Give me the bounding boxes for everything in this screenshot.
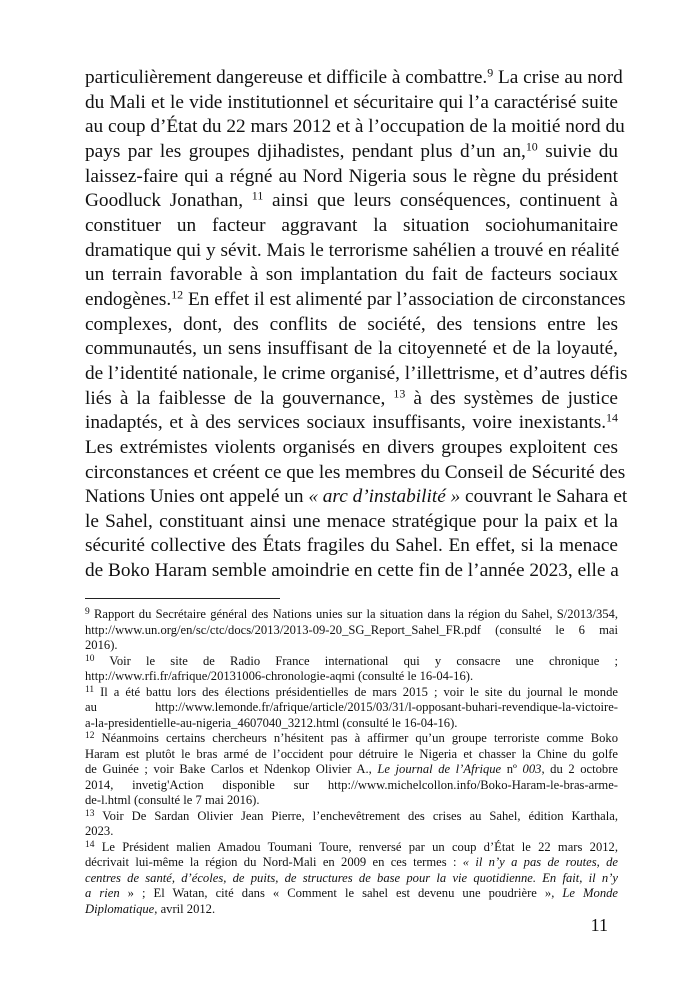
text-run: de Boko Haram semble amoindrie en cette fin de l’année 2023, elle a	[85, 560, 619, 582]
body-line	[85, 189, 618, 214]
text-run: La crise au nord	[493, 67, 623, 88]
text-run: Goodluck Jonathan,	[85, 190, 252, 212]
body-line	[85, 313, 618, 338]
text-run: En effet il est alimenté par l’association de circonstances	[183, 288, 626, 310]
body-line	[85, 239, 618, 264]
footnote-reference: 14	[606, 410, 618, 425]
footnote-line	[85, 840, 618, 856]
italic-text: Le journal de l’Afrique	[377, 762, 502, 776]
text-run: de l’identité nationale, le crime organisé, l’illettrisme, et d’autres défis	[85, 362, 628, 384]
text-run: complexes, dont, des conflits de société, des tensions entre les	[85, 313, 618, 335]
text-run: Voir De Sardan Olivier Jean Pierre, l’enchevêtrement des crises au Sahel, édition Karthala,	[94, 808, 618, 823]
text-run: un terrain favorable à son implantation du fait de facteurs sociaux	[85, 264, 618, 286]
footnote-line	[85, 902, 618, 918]
text-run: couvrant le Sahara et	[460, 486, 628, 508]
italic-text: « arc d’instabilité »	[308, 486, 461, 508]
text-run: Le Président malien Amadou Toumani Toure, renversé par un coup d’État le 22 mars 2012,	[94, 839, 618, 854]
italic-text: « il n’y a pas de routes, de	[462, 855, 619, 869]
body-line	[85, 91, 618, 116]
footnote-reference: 10	[525, 139, 538, 154]
text-run: constituer un facteur aggravant la situation sociohumanitaire	[85, 214, 618, 236]
footnote-reference: 9	[85, 607, 90, 618]
body-line	[85, 115, 625, 140]
text-run: Rapport du Secrétaire général des Nations unies sur la situation dans la région du Sahel, S/2013/354,	[89, 607, 618, 621]
footnote-line	[85, 700, 618, 716]
footnote-line	[85, 685, 618, 701]
footnote-line	[85, 778, 618, 794]
body-line	[85, 436, 618, 461]
text-run: le Sahel, constituant ainsi une menace stratégique pour la paix et la	[85, 510, 618, 532]
italic-text: Le Monde	[562, 886, 619, 900]
text-run: ainsi que leurs conséquences, continuent à	[263, 190, 618, 212]
text-run: inadaptés, et à des services sociaux insuffisants, voire inexistants.	[85, 412, 607, 434]
text-run: Nations Unies ont appelé un	[85, 486, 309, 508]
footnote	[85, 607, 618, 654]
body-line	[85, 65, 623, 91]
text-run: Les extrémistes violents organisés en divers groupes exploitent ces	[85, 436, 618, 458]
body-line	[85, 362, 628, 387]
text-run: nº	[501, 762, 523, 776]
footnote-line	[85, 762, 618, 778]
body-line	[85, 263, 618, 288]
body-line	[85, 140, 618, 165]
footnote-line	[85, 731, 618, 747]
footnote-reference: 13	[85, 808, 95, 819]
text-run: endogènes.	[85, 288, 172, 310]
italic-text: a rien	[85, 886, 120, 900]
text-run: sécurité collective des États fragiles du Sahel. En effet, si la menace	[85, 535, 618, 557]
body-text	[85, 65, 628, 584]
text-run: Il a été battu lors des élections présidentielles de mars 2015 ; voir le site du journal le monde	[94, 684, 618, 699]
footnote-line	[85, 886, 618, 902]
footnote-line	[85, 809, 618, 825]
footnote-line	[85, 871, 618, 887]
footnote	[85, 809, 618, 840]
text-run: pays par les groupes djihadistes, pendant plus d’un an,	[85, 140, 526, 162]
text-run: au http://www.lemonde.fr/afrique/article/2015/03/31/l-opposant-buhari-revendique-la-victoire-	[85, 700, 618, 714]
footnote-separator	[85, 598, 280, 599]
text-run: particulièrement dangereuse et difficile à combattre.	[85, 67, 488, 88]
text-run: 2014, invetig'Action disponible sur http://www.michelcollon.info/Boko-Haram-le-bras-arme-	[85, 777, 618, 792]
body-line	[85, 337, 618, 362]
text-run: , avril 2012.	[154, 901, 216, 916]
text-run: , du 2 octobre	[541, 762, 619, 776]
text-run: à des systèmes de justice	[405, 387, 618, 409]
text-run: suivie du	[537, 140, 618, 162]
text-run: 2016).	[85, 638, 118, 652]
text-run: Voir le site de Radio France international qui y consacre une chronique ;	[94, 653, 618, 668]
text-run: de Guinée ; voir Bake Carlos et Ndenkop Olivier A.,	[85, 762, 378, 776]
body-line	[85, 165, 618, 190]
footnote-reference: 14	[85, 839, 95, 850]
text-run: laissez-faire qui a régné au Nord Nigeria sous le règne du président	[85, 165, 618, 187]
body-line	[85, 510, 618, 535]
footnote-line	[85, 824, 618, 840]
footnote-reference: 10	[85, 653, 95, 664]
footnote-line	[85, 607, 618, 623]
italic-text: 003	[522, 762, 542, 776]
footnote-reference: 13	[393, 385, 406, 400]
page-number: 11	[590, 915, 608, 935]
footnote	[85, 654, 618, 685]
body-line	[85, 214, 618, 239]
text-run: Haram est plutôt le bras armé de l’occident pour détruire le Nigeria et chasser la Chine du golfe	[85, 746, 618, 761]
text-run: communautés, un sens insuffisant de la citoyenneté et de la loyauté,	[85, 338, 618, 360]
footnote-reference: 12	[171, 287, 184, 302]
footnote-line	[85, 638, 618, 654]
footnote-reference: 12	[85, 731, 95, 742]
footnote	[85, 685, 618, 732]
italic-text: centres de santé, d’écoles, de puits, de structures de base pour la vie quotidienne. En fait, il n’y	[85, 870, 618, 885]
footnote-line	[85, 747, 618, 763]
footnote-reference: 11	[85, 684, 95, 695]
text-run: liés à la faiblesse de la gouvernance,	[85, 387, 394, 409]
text-run: du Mali et le vide institutionnel et sécuritaire qui l’a caractérisé suite	[85, 91, 618, 113]
footnote-line	[85, 793, 618, 809]
text-run: circonstances et créent ce que les membres du Conseil de Sécurité des	[85, 461, 626, 483]
footnote-line	[85, 716, 618, 732]
body-line	[85, 559, 618, 584]
footnote-line	[85, 669, 618, 685]
text-run: » ; El Watan, cité dans « Comment le sahel est devenu une poudrière »,	[119, 886, 563, 900]
body-line	[85, 411, 618, 436]
text-run: http://www.un.org/en/sc/ctc/docs/2013/2013-09-20_SG_Report_Sahel_FR.pdf (consulté le 6 mai	[85, 622, 618, 637]
text-run: 2023.	[85, 824, 114, 838]
footnote	[85, 731, 618, 809]
footnote-line	[85, 855, 618, 871]
body-line	[85, 485, 628, 510]
body-line	[85, 461, 626, 486]
text-run: a-la-presidentielle-au-nigeria_4607040_3212.html (consulté le 16-04-16).	[85, 715, 458, 730]
italic-text: Diplomatique	[85, 901, 155, 916]
body-line	[85, 287, 626, 313]
text-run: http://www.rfi.fr/afrique/20131006-chronologie-aqmi (consulté le 16-04-16).	[85, 669, 474, 683]
footnote-line	[85, 623, 618, 639]
text-run: Néanmoins certains chercheurs n’hésitent pas à affirmer qu’un groupe terroriste comme Boko	[94, 731, 618, 745]
footnote-line	[85, 654, 618, 670]
footnotes	[85, 607, 618, 917]
footnote-reference: 11	[251, 188, 264, 203]
text-run: décrivait lui-même la région du Nord-Mali en 2009 en ces termes :	[85, 855, 463, 869]
footnote-reference: 9	[487, 65, 494, 80]
body-line	[85, 387, 618, 412]
footnote	[85, 840, 618, 918]
body-line	[85, 534, 618, 559]
text-run: de-l.html (consulté le 7 mai 2016).	[85, 793, 260, 807]
text-run: dramatique qui y sévit. Mais le terrorisme sahélien a trouvé en réalité	[85, 239, 620, 261]
text-run: au coup d’État du 22 mars 2012 et à l’occupation de la moitié nord du	[85, 116, 625, 138]
